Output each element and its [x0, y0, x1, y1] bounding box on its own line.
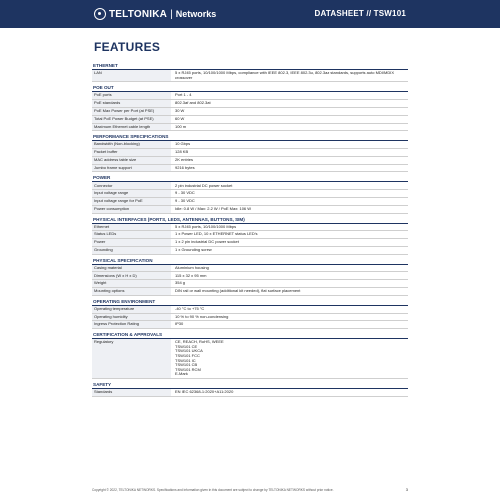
- spec-row: [92, 314, 408, 322]
- spec-section: [92, 63, 408, 82]
- spec-row: [92, 239, 408, 247]
- spec-key: Input voltage range for PoE: [92, 198, 171, 205]
- spec-key: Standards: [92, 389, 171, 396]
- spec-value: 9216 bytes: [175, 164, 195, 170]
- spec-row: [92, 321, 408, 329]
- spec-value: 128 KB: [175, 149, 189, 155]
- spec-key: Weight: [92, 280, 171, 287]
- spec-key: Input voltage range: [92, 190, 171, 197]
- spec-key: Total PoE Power Budget (at PSE): [92, 116, 171, 123]
- spec-row: [92, 280, 408, 288]
- spec-section: [92, 299, 408, 329]
- spec-value: 9 - 30 VDC: [175, 190, 195, 196]
- spec-row: [92, 190, 408, 198]
- spec-value: 802.3af and 802.3at: [175, 100, 211, 106]
- spec-value: 115 x 32 x 95 mm: [175, 272, 207, 278]
- spec-key: Power: [92, 239, 171, 246]
- spec-value: Port 1 - 4: [175, 92, 192, 98]
- spec-key: Ethernet: [92, 224, 171, 231]
- copyright-footer: Copyright © 2022, TELTONIKA NETWORKS. Specifications and information given in this document are subject to change by TELTONIKA NETWORKS without prior notice.: [92, 488, 334, 492]
- section-heading: PHYSICAL SPECIFICATION: [92, 258, 408, 265]
- spec-key: PoE ports: [92, 92, 171, 99]
- spec-value: 354 g: [175, 280, 186, 286]
- spec-row: [92, 272, 408, 280]
- spec-key: Connector: [92, 182, 171, 189]
- spec-value: 2K entries: [175, 156, 194, 162]
- section-heading: SAFETY: [92, 382, 408, 389]
- spec-key: Regulatory: [92, 339, 171, 378]
- spec-section: [92, 382, 408, 397]
- spec-row: [92, 124, 408, 132]
- spec-key: PoE standards: [92, 100, 171, 107]
- spec-row: [92, 100, 408, 108]
- spec-value: 5 x RJ45 ports, 10/100/1000 Mbps, compliance with IEEE 802.3, IEEE 802.3u, 802.3az standards, supports auto MDI/MDIX crossover: [175, 70, 395, 80]
- spec-value: 30 W: [175, 108, 185, 114]
- spec-key: MAC address table size: [92, 157, 171, 164]
- spec-value: Aluminium housing: [175, 264, 209, 270]
- spec-section: [92, 258, 408, 296]
- page-title: FEATURES: [94, 40, 161, 54]
- spec-key: Operating temperature: [92, 306, 171, 313]
- spec-row: [92, 265, 408, 273]
- spec-key: Status LEDs: [92, 231, 171, 238]
- spec-row: [92, 116, 408, 124]
- spec-value: CE, REACH, RoHS, WEEE TSW101 CE TSW101 UKCA TSW101 FCC TSW101 IC TSW101 CB TSW101 RCM E-Mark: [175, 339, 224, 377]
- brand-logo: [94, 7, 216, 21]
- section-heading: OPERATING ENVIRONMENT: [92, 299, 408, 306]
- spec-value: 1 x Power LED, 10 x ETHERNET status LED's: [175, 231, 258, 237]
- spec-value: 1 x Grounding screw: [175, 246, 212, 252]
- spec-row: [92, 182, 408, 190]
- spec-row: [92, 339, 408, 379]
- spec-value: 10 Gbps: [175, 141, 191, 147]
- spec-value: 9 - 30 VDC: [175, 198, 195, 204]
- spec-row: [92, 206, 408, 214]
- header-bar: [0, 0, 500, 28]
- spec-row: [92, 231, 408, 239]
- spec-value: 2 pin industrial DC power socket: [175, 182, 233, 188]
- spec-row: [92, 108, 408, 116]
- spec-section: [92, 134, 408, 172]
- spec-key: LAN: [92, 70, 171, 81]
- spec-section: [92, 85, 408, 131]
- spec-value: 10 % to 90 % non-condensing: [175, 313, 229, 319]
- spec-key: Bandwidth (Non-blocking): [92, 141, 171, 148]
- spec-row: [92, 247, 408, 255]
- spec-row: [92, 288, 408, 296]
- spec-key: Dimensions (W x H x D): [92, 272, 171, 279]
- spec-value: EN IEC 62368-1:2020+A11:2020: [175, 389, 234, 395]
- spec-section: [92, 175, 408, 213]
- teltonika-logo-icon: [94, 8, 106, 20]
- spec-section: [92, 332, 408, 379]
- spec-value: 5 x RJ45 ports, 10/100/1000 Mbps: [175, 223, 237, 229]
- spec-value: 60 W: [175, 115, 185, 121]
- spec-key: Packet buffer: [92, 149, 171, 156]
- spec-key: Ingress Protection Rating: [92, 321, 171, 328]
- spec-row: [92, 70, 408, 82]
- brand-separator: |: [170, 8, 173, 20]
- section-heading: ETHERNET: [92, 63, 408, 70]
- spec-row: [92, 141, 408, 149]
- spec-key: Jumbo frame support: [92, 165, 171, 172]
- spec-row: [92, 157, 408, 165]
- brand-name: TELTONIKA: [109, 8, 168, 20]
- spec-row: [92, 92, 408, 100]
- spec-row: [92, 389, 408, 397]
- spec-key: Operating humidity: [92, 314, 171, 321]
- section-heading: CERTIFICATION & APPROVALS: [92, 332, 408, 339]
- spec-row: [92, 306, 408, 314]
- spec-key: PoE Max Power per Port (at PSE): [92, 108, 171, 115]
- section-heading: POWER: [92, 175, 408, 182]
- features-table: [92, 60, 408, 397]
- spec-value: IP30: [175, 321, 184, 327]
- spec-key: Casing material: [92, 265, 171, 272]
- spec-value: Idle: 0.8 W / Max: 2.2 W / PoE Max: 106 W: [175, 205, 252, 211]
- spec-row: [92, 198, 408, 206]
- spec-section: [92, 217, 408, 255]
- spec-key: Maximum Ethernet cable length: [92, 124, 171, 131]
- spec-value: 1 x 2 pin industrial DC power socket: [175, 239, 239, 245]
- section-heading: PHYSICAL INTERFACES (PORTS, LEDS, ANTENNAS, BUTTONS, SIM): [92, 217, 408, 224]
- spec-row: [92, 149, 408, 157]
- spec-value: DIN rail or wall mounting (additional kit needed), flat surface placement: [175, 288, 301, 294]
- section-heading: PERFORMANCE SPECIFICATIONS: [92, 134, 408, 141]
- brand-sub: Networks: [175, 9, 217, 19]
- spec-row: [92, 165, 408, 173]
- spec-value: -40 °C to +75 °C: [175, 305, 205, 311]
- section-heading: POE OUT: [92, 85, 408, 92]
- spec-key: Grounding: [92, 247, 171, 254]
- spec-value: 100 m: [175, 123, 187, 129]
- page-number: 3: [405, 487, 408, 492]
- datasheet-label: DATASHEET // TSW101: [314, 9, 406, 18]
- spec-key: Power consumption: [92, 206, 171, 213]
- spec-row: [92, 224, 408, 232]
- spec-key: Mounting options: [92, 288, 171, 295]
